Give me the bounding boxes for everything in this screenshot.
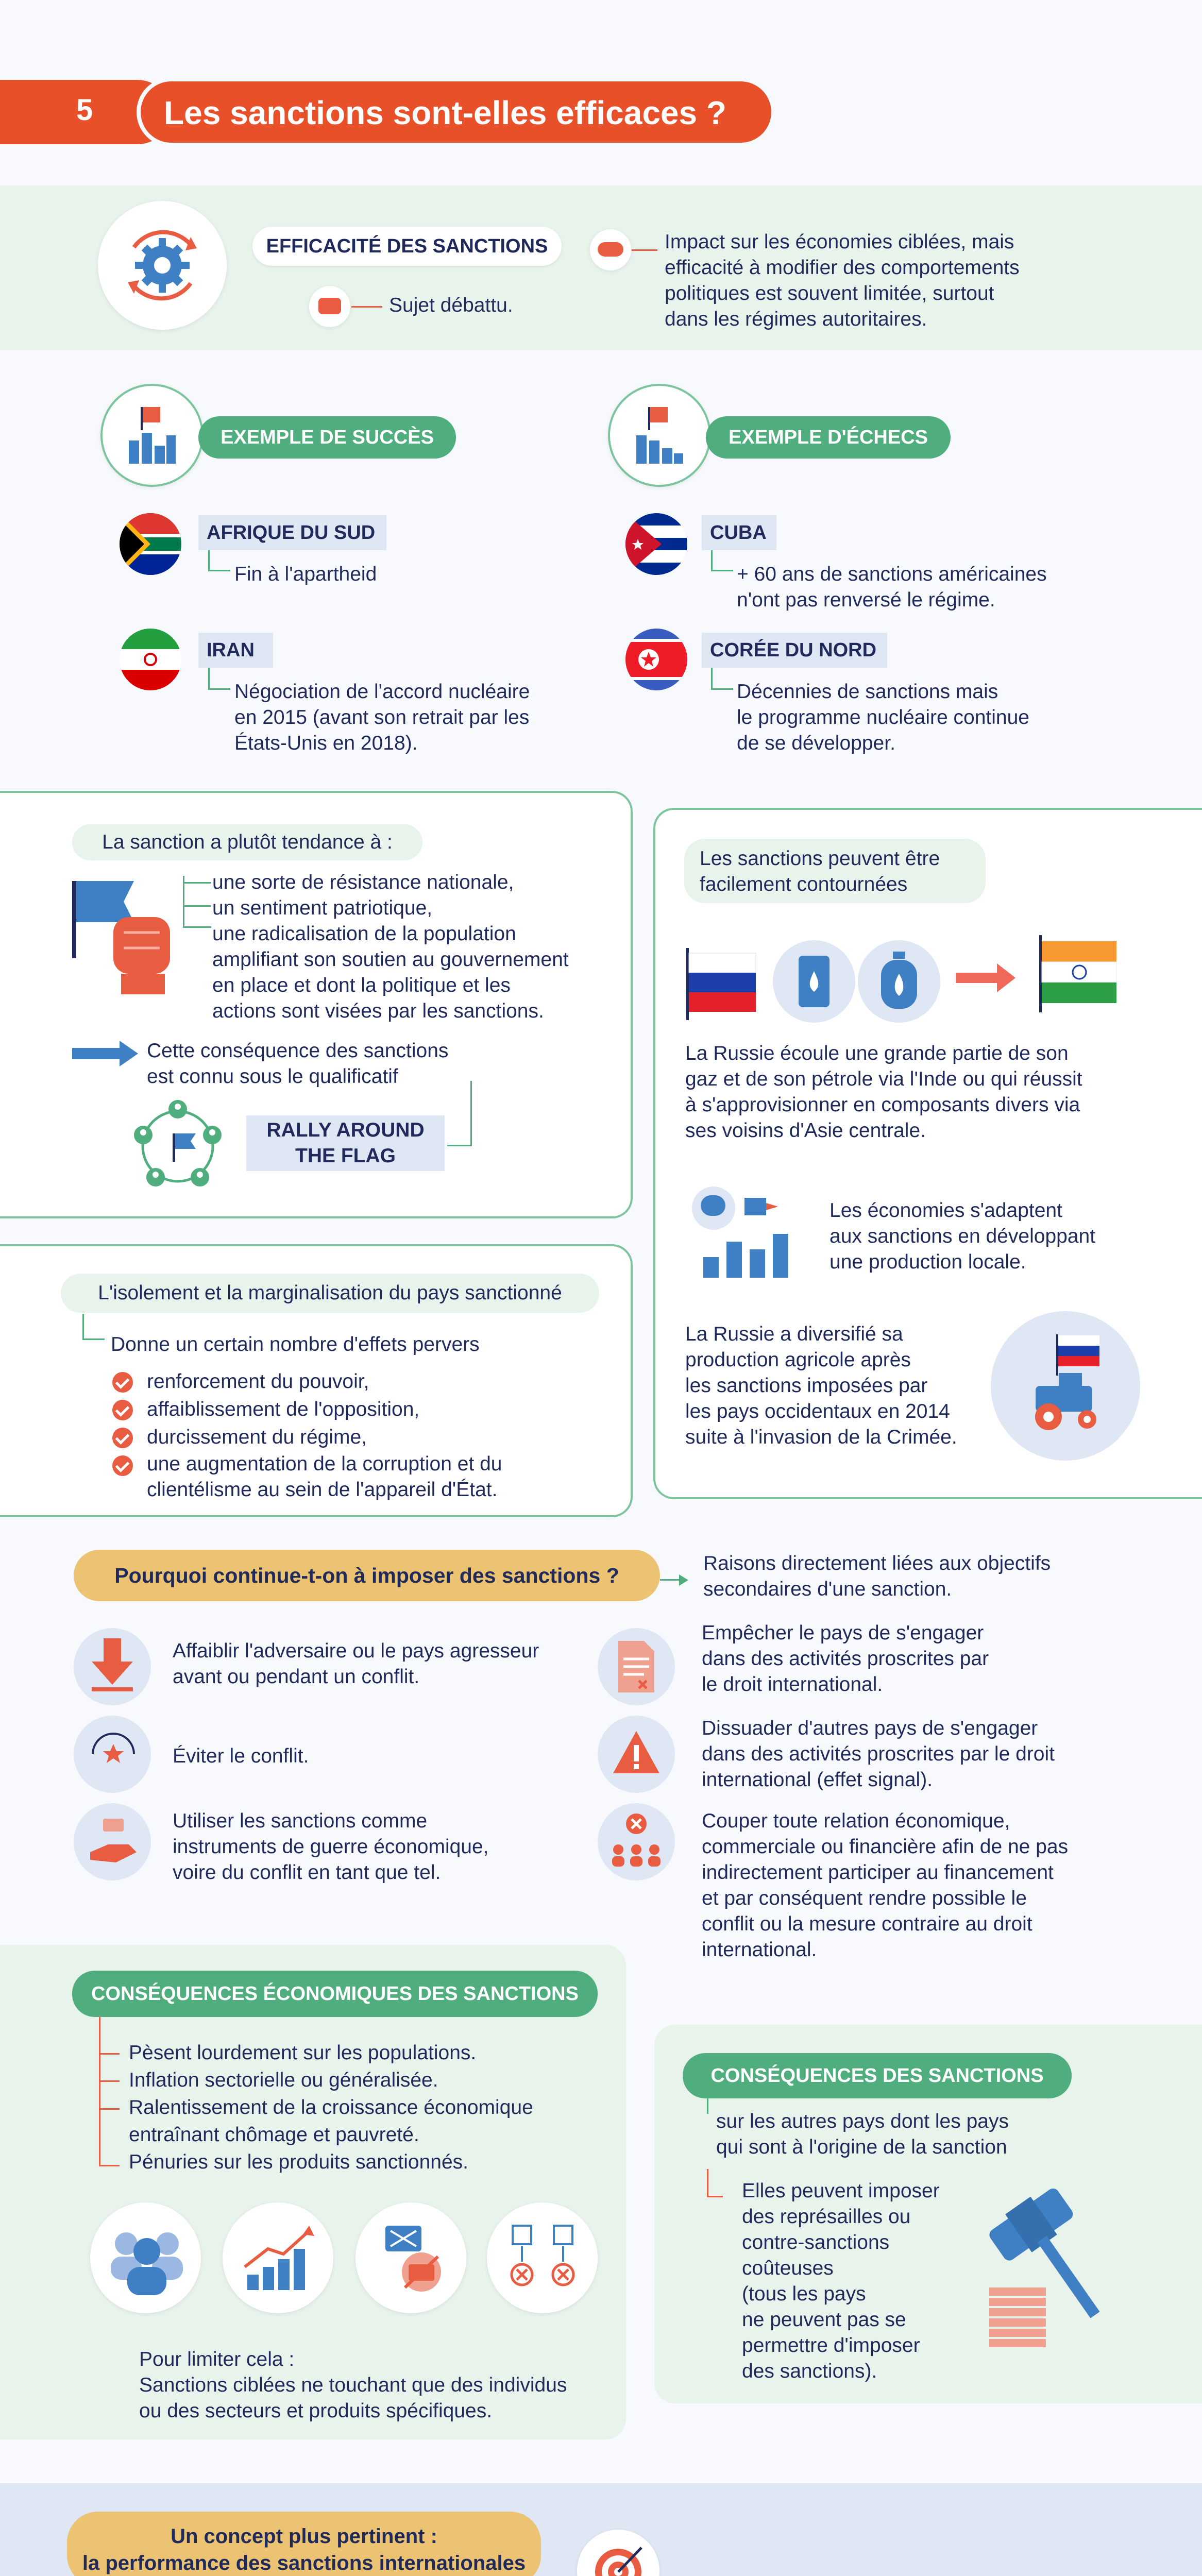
flag-cuba bbox=[625, 513, 687, 575]
echecs-label: EXEMPLE D'ÉCHECS bbox=[706, 416, 951, 459]
warning-icon bbox=[611, 1727, 662, 1778]
isolement-label: L'isolement et la marginalisation du pays sanctionné bbox=[61, 1274, 599, 1313]
efficacite-label: EFFICACITÉ DES SANCTIONS bbox=[252, 227, 562, 266]
inflation-icon bbox=[237, 2218, 319, 2300]
shortage-icon bbox=[370, 2215, 452, 2300]
succes-label: EXEMPLE DE SUCCÈS bbox=[198, 416, 456, 459]
cuba-text: + 60 ans de sanctions américaines n'ont pas renversé le régime. bbox=[737, 563, 1047, 611]
triangle-diagram bbox=[0, 2483, 1202, 2576]
chat-icon bbox=[318, 298, 341, 314]
pourquoi-left-0: Affaiblir l'adversaire ou le pays agresseur avant ou pendant un conflit. bbox=[173, 1640, 539, 1688]
afrique-du-sud-text: Fin à l'apartheid bbox=[234, 563, 377, 585]
agri-text: La Russie a diversifié sa production agricole après les sanctions imposées par les pays occidentaux en 2014 suite à l'invasion de la Crimée. bbox=[685, 1323, 957, 1448]
russie-text: La Russie écoule une grande partie de son gaz et de son pétrole via l'Inde ou qui réussit à s'approvisionner en composants divers via ses voisins d'Asie centrale. bbox=[685, 1042, 1082, 1142]
tendance-label: La sanction a plutôt tendance à : bbox=[72, 824, 422, 860]
flag-north-korea bbox=[625, 629, 687, 690]
chart-down-icon bbox=[634, 404, 685, 466]
pourquoi-right-0: Empêcher le pays de s'engager dans des activités proscrites par le droit international. bbox=[702, 1622, 989, 1696]
country-coree-du-nord: CORÉE DU NORD bbox=[702, 633, 887, 668]
people-network-icon bbox=[124, 1095, 232, 1198]
limiter-text: Pour limiter cela : Sanctions ciblées ne touchant que des individus ou des secteurs et produits spécifiques. bbox=[139, 2348, 567, 2422]
eco-label: CONSÉQUENCES ÉCONOMIQUES DES SANCTIONS bbox=[72, 1971, 598, 2017]
check-icon bbox=[112, 1455, 133, 1476]
pourquoi-left-2: Utiliser les sanctions comme instruments de guerre économique, voire du conflit en tant que tel. bbox=[173, 1810, 489, 1884]
production-icon bbox=[688, 1177, 801, 1280]
chart-up-icon bbox=[126, 404, 178, 466]
gas-bottle-icon bbox=[873, 951, 925, 1012]
cut-relations-icon bbox=[608, 1811, 665, 1873]
flag-iran bbox=[120, 629, 181, 690]
pourquoi-right-2: Couper toute relation économique, commerciale ou financière afin de ne pas indirectement participer au financement et par conséquent rendre possible le conflit ou la mesure contraire au droit international. bbox=[702, 1810, 1069, 1961]
right-arrow-icon bbox=[72, 1048, 124, 1059]
check-icon bbox=[112, 1372, 133, 1393]
consequence-text: Cette conséquence des sanctions est connu sous le qualificatif bbox=[147, 1040, 449, 1088]
pourquoi-left-1: Éviter le conflit. bbox=[173, 1745, 309, 1767]
down-arrow-icon bbox=[89, 1638, 136, 1695]
flag-south-africa bbox=[120, 513, 181, 575]
autres-label: CONSÉQUENCES DES SANCTIONS bbox=[683, 2053, 1072, 2098]
check-icon bbox=[112, 1428, 133, 1448]
population-icon bbox=[106, 2221, 188, 2298]
arrow-icon bbox=[956, 973, 1002, 983]
concept-label: Un concept plus pertinent : la performance des sanctions internationales bbox=[67, 2512, 541, 2576]
coin-icon bbox=[598, 242, 623, 257]
burst-icon bbox=[88, 1728, 139, 1780]
flag-russia bbox=[685, 948, 757, 1020]
country-iran: IRAN bbox=[198, 633, 273, 668]
efficacite-impact: Impact sur les économies ciblées, mais efficacité à modifier des comportements politiques est souvent limitée, surtout dans les régimes autoritaires. bbox=[665, 231, 1020, 330]
check-icon bbox=[112, 1400, 133, 1420]
tractor-icon bbox=[1010, 1329, 1123, 1443]
oil-barrel-icon bbox=[788, 951, 840, 1012]
eco-items: Pèsent lourdement sur les populations. Inflation sectorielle ou généralisée. Ralentissement de la croissance économique entraînant chômage et pauvreté. Pénuries sur les produits sanctionnés. bbox=[129, 2042, 533, 2173]
autres-intro: sur les autres pays dont les pays qui sont à l'origine de la sanction bbox=[716, 2110, 1009, 2158]
debate-text: Sujet débattu. bbox=[389, 294, 513, 316]
fist-flag-icon bbox=[72, 876, 185, 999]
hand-money-icon bbox=[88, 1816, 139, 1868]
raisons-text: Raisons directement liées aux objectifs secondaires d'une sanction. bbox=[703, 1552, 1051, 1600]
document-icon bbox=[616, 1638, 657, 1695]
tendance-items: une sorte de résistance nationale, un sentiment patriotique, une radicalisation de la population amplifiant son soutien au gouvernement en place et dont la politique et les actions sont visées par les sanctions. bbox=[212, 871, 569, 1022]
header bbox=[0, 77, 778, 149]
country-cuba: CUBA bbox=[702, 515, 776, 550]
section-number: 5 bbox=[76, 93, 93, 127]
coree-text: Décennies de sanctions mais le programme nucléaire continue de se développer. bbox=[737, 681, 1029, 754]
rally-box: RALLY AROUND THE FLAG bbox=[246, 1115, 445, 1171]
adapt-text: Les économies s'adaptent aux sanctions en développant une production locale. bbox=[829, 1199, 1096, 1273]
page-title: Les sanctions sont-elles efficaces ? bbox=[164, 94, 726, 131]
pourquoi-label: Pourquoi continue-t-on à imposer des sanctions ? bbox=[74, 1550, 660, 1601]
country-afrique-du-sud: AFRIQUE DU SUD bbox=[198, 515, 386, 550]
isolement-items: renforcement du pouvoir, affaiblissement de l'opposition, durcissement du régime, une augmentation de la corruption et du clientélisme au sein de l'appareil d'État. bbox=[147, 1370, 502, 1501]
isolement-intro: Donne un certain nombre d'effets pervers bbox=[111, 1333, 480, 1355]
iran-text: Négociation de l'accord nucléaire en 2015 (avant son retrait par les États-Unis en 2018). bbox=[234, 681, 530, 754]
gavel-icon bbox=[974, 2174, 1128, 2360]
contournees-label: Les sanctions peuvent être facilement contournées bbox=[684, 839, 986, 903]
targeted-sanctions-icon bbox=[502, 2218, 585, 2300]
gear-icon bbox=[113, 216, 211, 314]
autres-items: Elles peuvent imposer des représailles ou contre-sanctions coûteuses (tous les pays ne peuvent pas se permettre d'imposer des sanctions). bbox=[742, 2180, 940, 2382]
flag-india bbox=[1038, 935, 1121, 1012]
pourquoi-right-1: Dissuader d'autres pays de s'engager dans des activités proscrites par le droit international (effet signal). bbox=[702, 1717, 1055, 1791]
